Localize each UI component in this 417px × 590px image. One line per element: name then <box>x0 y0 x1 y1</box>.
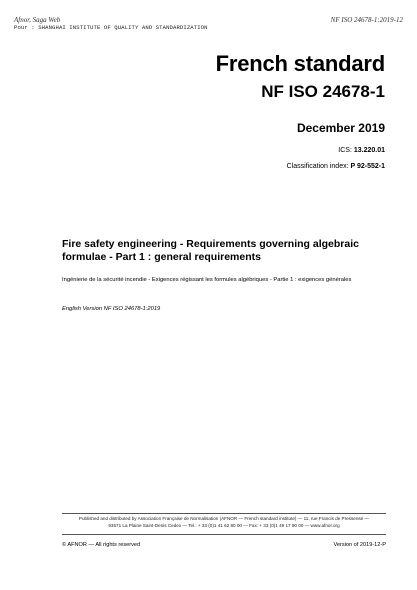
ics-label: ICS: <box>338 147 354 154</box>
publisher-line-1: Published and distributed by Association Française de Normalisation (AFNOR — French standard institute) — 11, rue Francis de Pressensé — <box>78 516 370 521</box>
version-note: English Version NF ISO 24678-1:2019 <box>62 306 161 312</box>
document-version: Version of 2019-12-P <box>333 542 386 548</box>
standard-number: NF ISO 24678-1 <box>261 82 385 101</box>
ics-line <box>338 147 385 154</box>
ics-value: 13.220.01 <box>353 147 385 154</box>
publication-date: December 2019 <box>296 121 385 135</box>
header-licensee: Pour : SHANGHAI INSTITUTE OF QUALITY AND STANDARDIZATION <box>14 24 208 31</box>
publisher-line-2: 93571 La Plaine Saint-Denis Cedex — Tel.: + 33 (0)1 41 62 80 00 — Fax: + 33 (0)1 49 17 90 00 — www.afnor.org <box>108 523 340 528</box>
header-source: Afnor, Saga Web <box>14 16 61 24</box>
copyright: © AFNOR — All rights reserved <box>62 542 141 548</box>
classification-line <box>287 163 385 170</box>
classification-label: Classification index: <box>286 163 351 170</box>
footer-bottom-rule <box>62 534 386 535</box>
footer-top-rule <box>62 513 386 514</box>
classification-value: P 92-552-1 <box>350 163 385 170</box>
page-title: French standard <box>215 51 385 76</box>
header-doc-ref: NF ISO 24678-1:2019-12 <box>330 16 403 24</box>
french-title: Ingénierie de la sécurité incendie - Exigences régissant les formules algébriques - Partie 1 : exigences générales <box>62 277 352 283</box>
english-title: Fire safety engineering - Requirements governing algebraic formulae - Part 1 : general requirements <box>62 238 359 263</box>
